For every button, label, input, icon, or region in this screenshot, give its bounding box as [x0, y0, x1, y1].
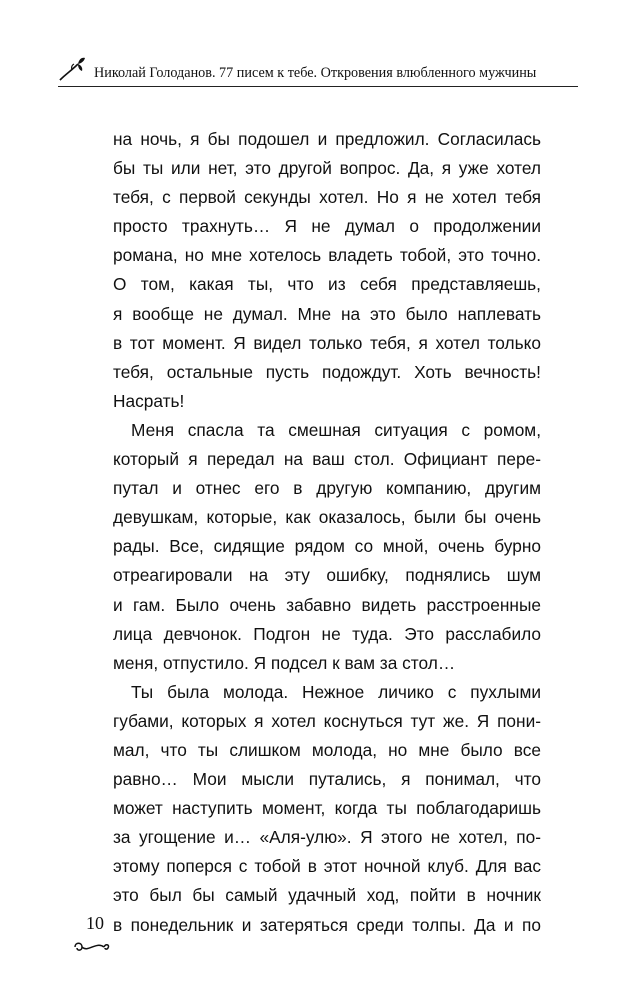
- text-line: девушкам, которые, как оказалось, были бы очень: [113, 507, 541, 528]
- text-line: путал и отнес его в другую компанию, другим: [113, 478, 541, 499]
- body-text: [113, 125, 541, 940]
- text-line: этому поперся с тобой в этот ночной клуб. Для вас: [113, 856, 541, 877]
- text-line: тебя, остальные пусть подождут. Хоть вечность!: [113, 361, 541, 382]
- text-line: в понедельник и затеряться среди толпы. Да и по: [113, 914, 541, 935]
- text-line: мал, что ты слишком молода, но мне было все: [113, 739, 541, 760]
- leaf-ornament-icon: [58, 52, 94, 84]
- text-line: и гам. Было очень забавно видеть расстроенные: [113, 594, 541, 615]
- text-line: бы ты или нет, это другой вопрос. Да, я уже хотел: [113, 158, 541, 179]
- text-line: я вообще не думал. Мне на это было наплевать: [113, 303, 541, 324]
- text-line: это был бы самый удачный ход, пойти в ночник: [113, 885, 541, 906]
- page-number: 10: [86, 913, 104, 933]
- text-line: рады. Все, сидящие рядом со мной, очень бурно: [113, 536, 541, 557]
- text-line: отреагировали на эту ошибку, поднялись шум: [113, 565, 541, 586]
- text-line: на ночь, я бы подошел и предложил. Согласилась: [113, 129, 541, 149]
- running-title: Николай Голоданов. 77 писем к тебе. Откровения влюбленного мужчины: [94, 65, 537, 81]
- page-folio: [72, 913, 132, 957]
- text-line: тебя, с первой секунды хотел. Но я не хотел тебя: [113, 187, 541, 208]
- text-line: О том, какая ты, что из себя представляешь,: [113, 274, 541, 295]
- text-line: меня, отпустило. Я подсел к вам за стол…: [113, 652, 456, 673]
- header-rule: [58, 86, 578, 87]
- text-line: который я передал на ваш стол. Официант пере-: [113, 449, 541, 470]
- text-line: лица девчонок. Подгон не туда. Это расслабило: [113, 623, 541, 644]
- text-line: просто трахнуть… Я не думал о продолжении: [113, 216, 541, 237]
- text-line: в тот момент. Я видел только тебя, я хотел только: [113, 332, 541, 353]
- text-line: Насрать!: [113, 390, 185, 411]
- paragraph-start-line: Ты была молода. Нежное личико с пухлыми: [131, 681, 541, 702]
- swirl-ornament-icon: [72, 937, 112, 957]
- text-line: губами, которых я хотел коснуться тут же. Я пони-: [113, 710, 541, 731]
- text-line: может наступить момент, когда ты поблагодаришь: [113, 798, 541, 819]
- text-line: за угощение и… «Аля-улю». Я этого не хотел, по-: [113, 827, 541, 848]
- text-line: равно… Мои мысли путались, я понимал, что: [113, 769, 541, 790]
- paragraph-start-line: Меня спасла та смешная ситуация с ромом,: [131, 419, 541, 440]
- text-line: романа, но мне хотелось владеть тобой, это точно.: [113, 245, 541, 266]
